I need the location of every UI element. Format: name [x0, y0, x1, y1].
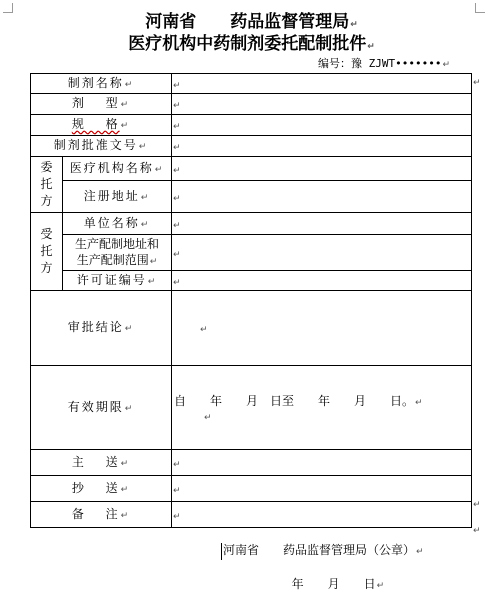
- label-copy-to: 抄 送↵: [31, 476, 172, 502]
- row-main-recipient: [31, 450, 472, 476]
- label-registered-address: 注册地址↵: [63, 181, 172, 213]
- row-copy-to: [31, 476, 472, 502]
- row-unit-name: [31, 213, 472, 235]
- field-unit-name[interactable]: ↵: [172, 213, 472, 235]
- row-institution-name: [31, 157, 472, 181]
- label-specification: 规 格↵: [31, 115, 172, 136]
- row-production-address: [31, 235, 472, 271]
- end-of-row-mark: ↵: [473, 78, 481, 88]
- label-preparation-name: 制剂名称↵: [31, 74, 172, 94]
- field-validity-period[interactable]: 自 年 月 日至 年 月 日。↵ ↵: [172, 366, 472, 450]
- field-remarks[interactable]: ↵: [172, 502, 472, 528]
- label-validity-period: 有效期限↵: [31, 366, 172, 450]
- row-remarks: [31, 502, 472, 528]
- row-preparation-name: [31, 74, 472, 94]
- field-specification[interactable]: ↵: [172, 115, 472, 136]
- row-approval-conclusion: [31, 291, 472, 366]
- field-dosage-form[interactable]: ↵: [172, 94, 472, 115]
- serial-number: 编号：豫 ZJWT•••••••↵: [318, 57, 451, 70]
- document-title-line-1: 河南省 药品监督管理局↵: [145, 12, 358, 32]
- label-remarks: 备 注↵: [31, 502, 172, 528]
- label-institution-name: 医疗机构名称↵: [63, 157, 172, 181]
- label-approval-conclusion: 审批结论↵: [31, 291, 172, 366]
- label-unit-name: 单位名称↵: [63, 213, 172, 235]
- field-license-number[interactable]: ↵: [172, 271, 472, 291]
- field-main-recipient[interactable]: ↵: [172, 450, 472, 476]
- row-license-number: [31, 271, 472, 291]
- label-license-number: 许可证编号↵: [63, 271, 172, 291]
- group-label-entrusted-party: 受托方: [31, 213, 63, 291]
- field-approval-number[interactable]: ↵: [172, 136, 472, 157]
- group-label-entrusting-party: 委托方: [31, 157, 63, 213]
- field-copy-to[interactable]: ↵: [172, 476, 472, 502]
- issue-date-line: 年 月 日↵: [291, 577, 385, 591]
- label-approval-number: 制剂批准文号↵: [31, 136, 172, 157]
- end-of-row-mark: ↵: [473, 500, 481, 510]
- field-institution-name[interactable]: ↵: [172, 157, 472, 181]
- field-approval-conclusion[interactable]: ↵: [172, 291, 472, 366]
- row-approval-number: [31, 136, 472, 157]
- field-registered-address[interactable]: ↵: [172, 181, 472, 213]
- issuer-seal-line: 河南省 药品监督管理局（公章）↵: [221, 543, 424, 560]
- label-dosage-form: 剂 型↵: [31, 94, 172, 115]
- row-specification: [31, 115, 472, 136]
- end-of-row-mark: ↵: [473, 526, 481, 536]
- row-registered-address: [31, 181, 472, 213]
- row-dosage-form: [31, 94, 472, 115]
- field-production-address[interactable]: ↵: [172, 235, 472, 271]
- row-validity-period: [31, 366, 472, 450]
- label-production-address: 生产配制地址和 生产配制范围↵: [63, 235, 172, 271]
- label-main-recipient: 主 送↵: [31, 450, 172, 476]
- document-title-line-2: 医疗机构中药制剂委托配制批件↵: [128, 34, 375, 54]
- approval-form-table: [30, 73, 472, 528]
- field-preparation-name[interactable]: ↵: [172, 74, 472, 94]
